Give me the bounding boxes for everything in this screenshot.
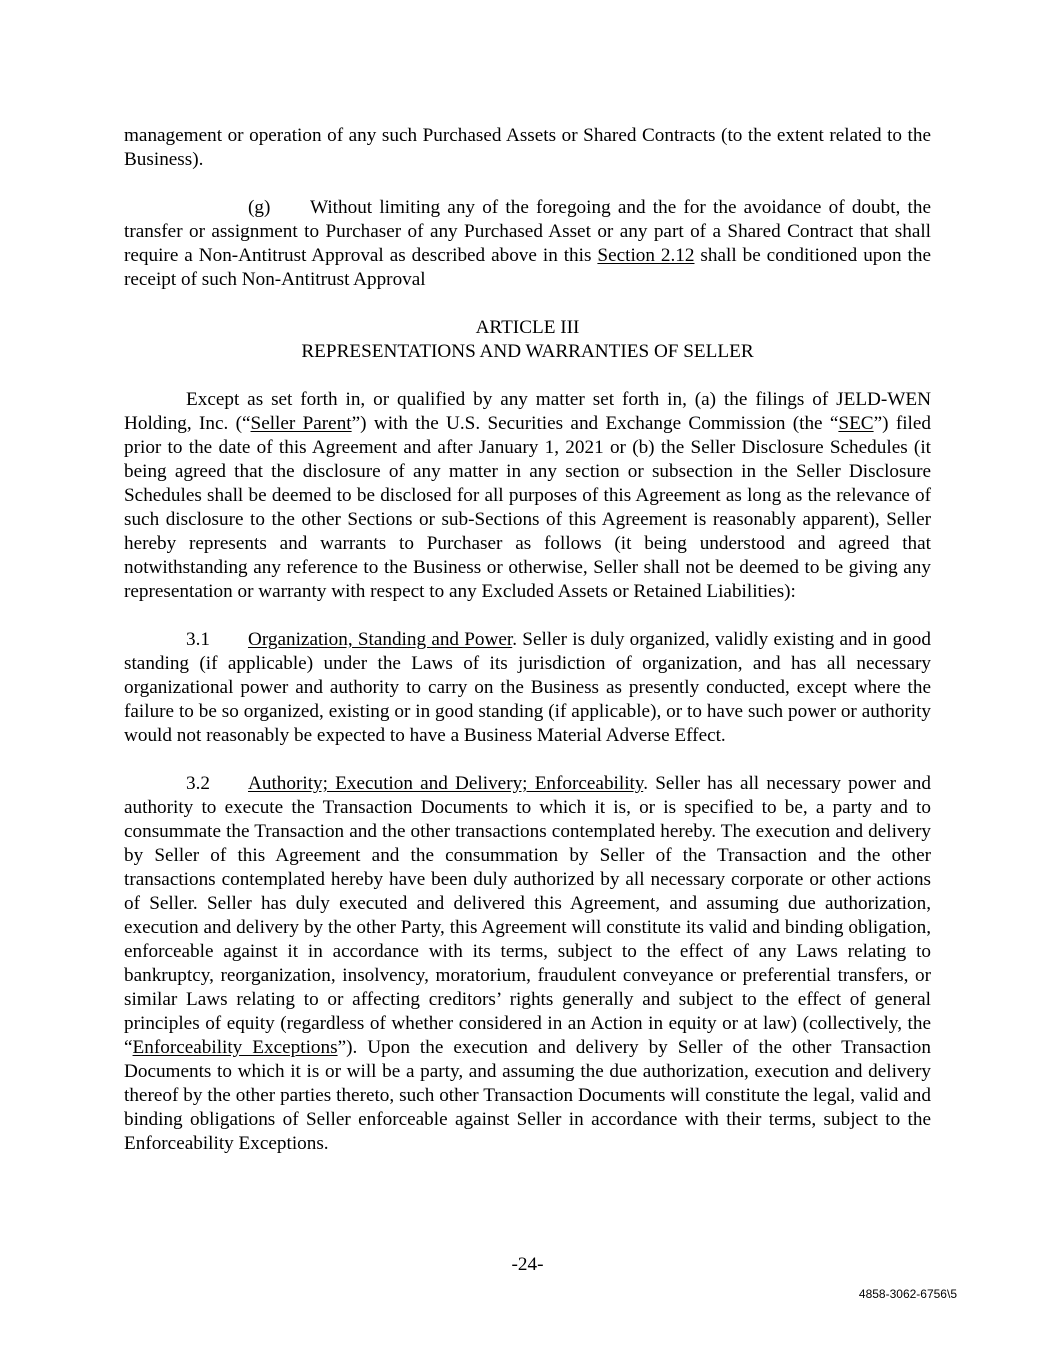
- article-number: ARTICLE III: [475, 317, 580, 338]
- section-3-1: [124, 628, 931, 748]
- article-heading: [124, 316, 931, 364]
- defined-term-sec: SEC: [838, 413, 874, 434]
- section-3-2-number: 3.2: [186, 773, 210, 794]
- intro-paragraph: [124, 388, 931, 604]
- paragraph-g-text-after: shall be conditioned upon the receipt of such Non-Antitrust Approval: [124, 245, 931, 290]
- section-2-12-reference: Section 2.12: [597, 245, 695, 266]
- section-3-1-number: 3.1: [186, 629, 210, 650]
- document-body: [124, 124, 931, 1180]
- section-3-2-text-1: . Seller has all necessary power and authority to execute the Transaction Documents to which it is, or is specified to be, a party and to consummate the Transaction and the other transactions contemplated hereby. The execution and delivery by Seller of this Agreement and the consummation by Seller of the Transaction and the other transactions contemplated hereby have been duly authorized by all necessary corporate or other actions of Seller. Seller has duly executed and delivered this Agreement, and assuming due authorization, execution and delivery by the other Party, this Agreement will constitute its valid and binding obligation, enforceable against it in accordance with its terms, subject to the effect of any Laws relating to bankruptcy, reorganization, insolvency, moratorium, fraudulent conveyance or preferential transfers, or similar Laws relating to or affecting creditors’ rights generally and subject to the effect of general principles of equity (regardless of whether considered in an Action in equity or at law) (collectively, the “: [124, 773, 931, 1058]
- page-number: -24-: [511, 1254, 544, 1275]
- paragraph-g-label: (g): [248, 197, 271, 218]
- intro-text-2: ”) with the U.S. Securities and Exchange Commission (the “: [351, 413, 839, 434]
- section-3-1-text: . Seller is duly organized, validly existing and in good standing (if applicable) under the Laws of its jurisdiction of organization, and has all necessary organizational power and authority to carry on the Business as presently conducted, except where the failure to be so organized, existing or in good standing (if applicable), or to have such power or authority would not reasonably be expected to have a Business Material Adverse Effect.: [124, 629, 931, 746]
- paragraph-g: [124, 196, 931, 292]
- defined-term-enforceability-exceptions: Enforceability Exceptions: [132, 1037, 338, 1058]
- section-3-2-heading: Authority; Execution and Delivery; Enforceability: [248, 773, 644, 794]
- intro-text-3: ”) filed prior to the date of this Agreement and after January 1, 2021 or (b) the Seller Disclosure Schedules (it being agreed that the disclosure of any matter in any section or subsection in the Seller Disclosure Schedules shall be deemed to be disclosed for all purposes of this Agreement as long as the relevance of such disclosure to the other Sections or sub-Sections of this Agreement is reasonably apparent), Seller hereby represents and warrants to Purchaser as follows (it being understood and agreed that notwithstanding any reference to the Business or otherwise, Seller shall not be deemed to be giving any representation or warranty with respect to any Excluded Assets or Retained Liabilities):: [124, 413, 931, 602]
- intro-text-1: Except as set forth in, or qualified by any matter set forth in, (a) the filings of JELD-WEN Holding, Inc. (“: [124, 389, 931, 434]
- document-id: 4858-3062-6756\5: [858, 1287, 957, 1301]
- article-title: REPRESENTATIONS AND WARRANTIES OF SELLER: [301, 341, 754, 362]
- section-3-2-text-2: ”). Upon the execution and delivery by Seller of the other Transaction Documents to which it is or will be a party, and assuming the due authorization, execution and delivery thereof by the other parties thereto, such other Transaction Documents will constitute the legal, valid and binding obligations of Seller enforceable against Seller in accordance with their terms, subject to the Enforceability Exceptions.: [124, 1037, 931, 1154]
- section-3-2: [124, 772, 931, 1156]
- paragraph-g-text-before: Without limiting any of the foregoing and the for the avoidance of doubt, the transfer or assignment to Purchaser of any Purchased Asset or any part of a Shared Contract that shall require a Non-Antitrust Approval as described above in this: [124, 197, 931, 266]
- defined-term-seller-parent: Seller Parent: [250, 413, 352, 434]
- carryover-paragraph: management or operation of any such Purchased Assets or Shared Contracts (to the extent related to the Business).: [124, 125, 931, 170]
- section-3-1-heading: Organization, Standing and Power: [248, 629, 513, 650]
